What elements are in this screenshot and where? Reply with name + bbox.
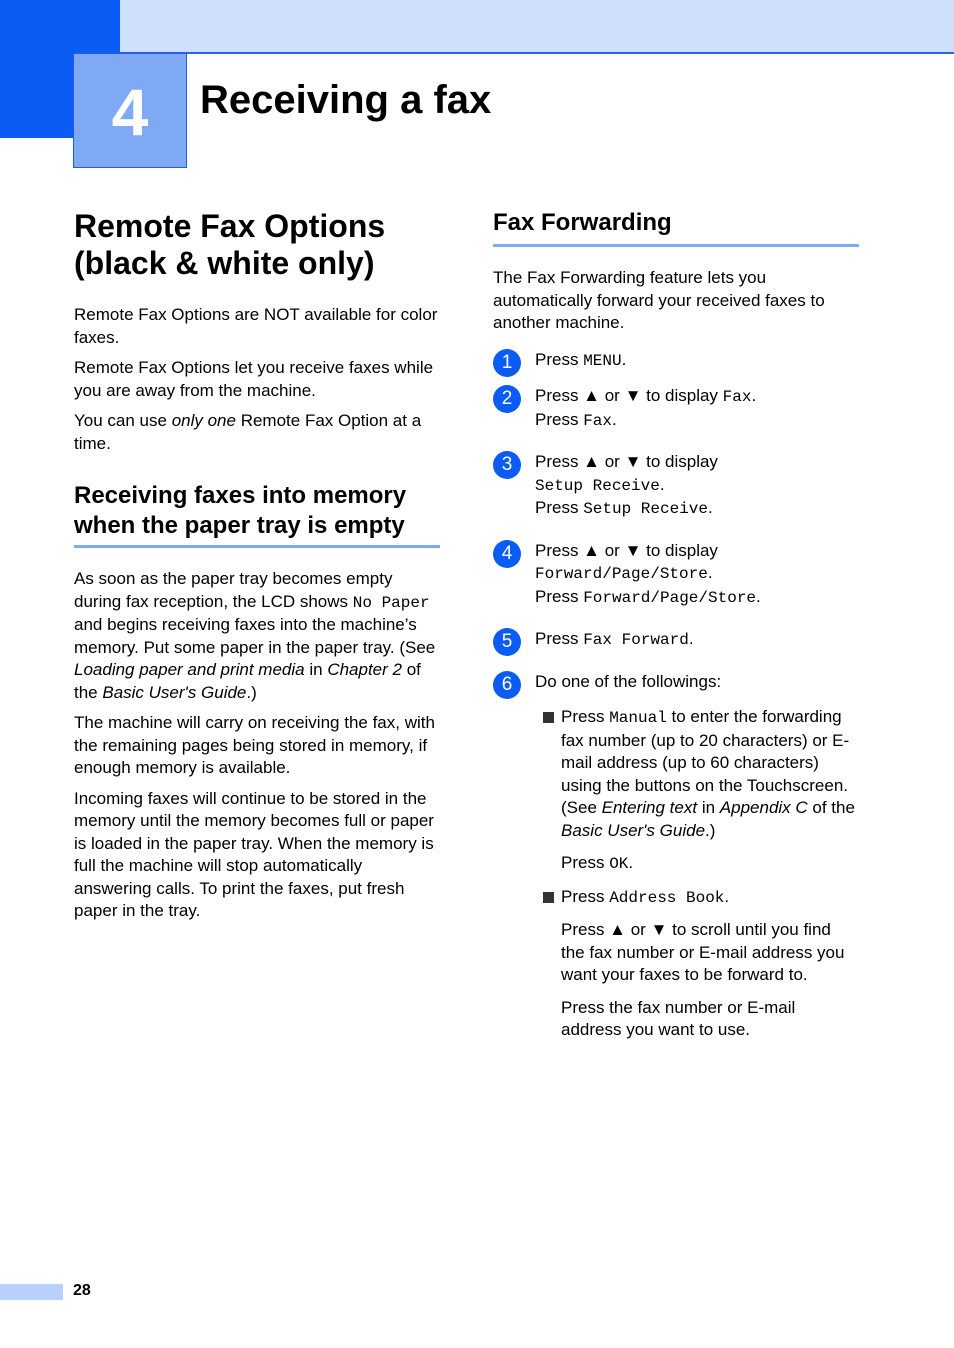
lcd-text: Forward/Page/Store: [535, 565, 708, 583]
text: and begins receiving faxes into the machine’s memory. Put some paper in the paper tray. (See: [74, 615, 436, 657]
lcd-text: OK: [609, 855, 629, 873]
option-bullet: [535, 706, 859, 842]
cross-reference: Appendix C: [719, 798, 808, 817]
lcd-text: MENU: [583, 351, 622, 370]
heading-line: Remote Fax Options: [74, 208, 386, 244]
step: [493, 671, 859, 694]
memory-heading: [74, 481, 440, 548]
text: in: [304, 660, 328, 679]
text: Press: [535, 498, 584, 517]
lcd-text: Fax Forward: [583, 631, 689, 649]
text: Remote Fax Option at a time.: [74, 411, 422, 453]
text: Press: [561, 853, 610, 872]
intro-paragraph: The Fax Forwarding feature lets you automatically forward your received faxes to another machine.: [493, 268, 825, 332]
text: As soon as the paper tray becomes empty during fax reception, the LCD shows: [74, 569, 393, 611]
text: .): [246, 682, 257, 702]
lcd-text: Fax: [583, 411, 612, 430]
text: .: [628, 853, 634, 872]
text: .: [724, 886, 730, 906]
text: .: [621, 349, 627, 369]
header-rule: [120, 52, 954, 54]
lcd-text: Forward/Page/Store: [583, 588, 757, 607]
page-number-tab: [0, 1284, 63, 1300]
emphasis: only one: [171, 411, 236, 430]
lcd-text: Fax: [722, 388, 752, 406]
cross-reference: Loading paper and print media: [74, 660, 305, 679]
text: .: [707, 563, 713, 582]
step-number: 3: [493, 451, 521, 479]
lcd-text: Manual: [609, 709, 667, 727]
step: [493, 349, 859, 373]
text: of the: [807, 798, 855, 817]
sub-step: Press ▲ or ▼ to scroll until you find the fax number or E-mail address you want your faxes to be forward to.: [561, 920, 845, 984]
lcd-text: Address Book: [609, 888, 725, 907]
lcd-text: Setup Receive: [583, 500, 709, 518]
paragraph: Incoming faxes will continue to be stored in the memory until the memory becomes full or paper is loaded in the paper tray. When the memory is full the machine will stop automatically answering calls. To print the faxes, put fresh paper in the tray.: [74, 788, 434, 920]
paragraph: [74, 568, 440, 704]
heading-line: when the paper tray is empty: [74, 512, 405, 539]
step: [493, 540, 859, 610]
chapter-number: 4: [73, 53, 187, 168]
text: .): [705, 820, 716, 840]
text: Do one of the followings:: [535, 671, 722, 691]
text: Press ▲ or ▼ to display: [535, 540, 718, 560]
heading-line: (black & white only): [74, 245, 375, 281]
option-bullet: [535, 886, 859, 910]
paragraph: Remote Fax Options are NOT available for color faxes.: [74, 305, 438, 347]
text: Press: [535, 586, 584, 606]
bullet-square: [543, 892, 554, 903]
step-list: [493, 349, 859, 1042]
text: .: [688, 629, 694, 648]
text: Press: [535, 349, 584, 369]
cross-reference: Entering text: [601, 798, 698, 817]
text: .: [751, 386, 757, 405]
text: of the: [74, 660, 421, 702]
text: Remote Fax Options let you receive faxes while you are away from the machine.: [74, 358, 434, 400]
text: .: [708, 498, 713, 517]
text: Press: [535, 409, 584, 429]
text: You can use: [74, 411, 172, 430]
paragraph: The machine will carry on receiving the fax, with the remaining pages being stored in memory, if enough memory is available.: [74, 713, 435, 777]
text: Press ▲ or ▼ to display: [535, 452, 718, 471]
sub-step: [561, 852, 859, 876]
lcd-text: No Paper: [352, 593, 430, 612]
sub-step: Press the fax number or E-mail address you want to use.: [561, 997, 796, 1039]
text: .: [659, 474, 665, 494]
left-column: [74, 208, 440, 931]
text: .: [756, 586, 761, 606]
paragraph: [74, 410, 440, 455]
step-number: 1: [493, 349, 521, 377]
cross-reference: Basic User's Guide: [561, 820, 706, 840]
fax-forwarding-heading: Fax Forwarding: [493, 208, 859, 247]
chapter-title: Receiving a fax: [200, 78, 492, 122]
heading-line: Receiving faxes into memory: [74, 482, 407, 509]
lcd-text: Setup Receive: [535, 476, 660, 495]
cross-reference: Basic User's Guide: [102, 682, 247, 702]
step-number: 4: [493, 540, 521, 568]
bullet-square: [543, 712, 554, 723]
text: Press: [561, 886, 610, 906]
step: [493, 451, 859, 521]
text: to enter the forwarding fax number (up to 20 characters) or E-mail address (up to 60 characters) using the buttons on the Touchscreen. (See: [561, 707, 850, 817]
text: Press: [561, 707, 610, 726]
text: in: [697, 798, 720, 817]
header-band: [0, 0, 954, 52]
step: [493, 385, 859, 432]
text: .: [612, 409, 617, 429]
paragraph: [74, 357, 440, 402]
right-column: [493, 208, 859, 1052]
text: Press: [535, 629, 584, 648]
cross-reference: Chapter 2: [327, 660, 402, 679]
step-number: 2: [493, 385, 521, 413]
page-number: 28: [73, 1282, 91, 1299]
step: [493, 628, 859, 652]
text: Press ▲ or ▼ to display: [535, 386, 723, 405]
step-number: 5: [493, 628, 521, 656]
remote-fax-heading: [74, 208, 440, 282]
step-number: 6: [493, 671, 521, 699]
